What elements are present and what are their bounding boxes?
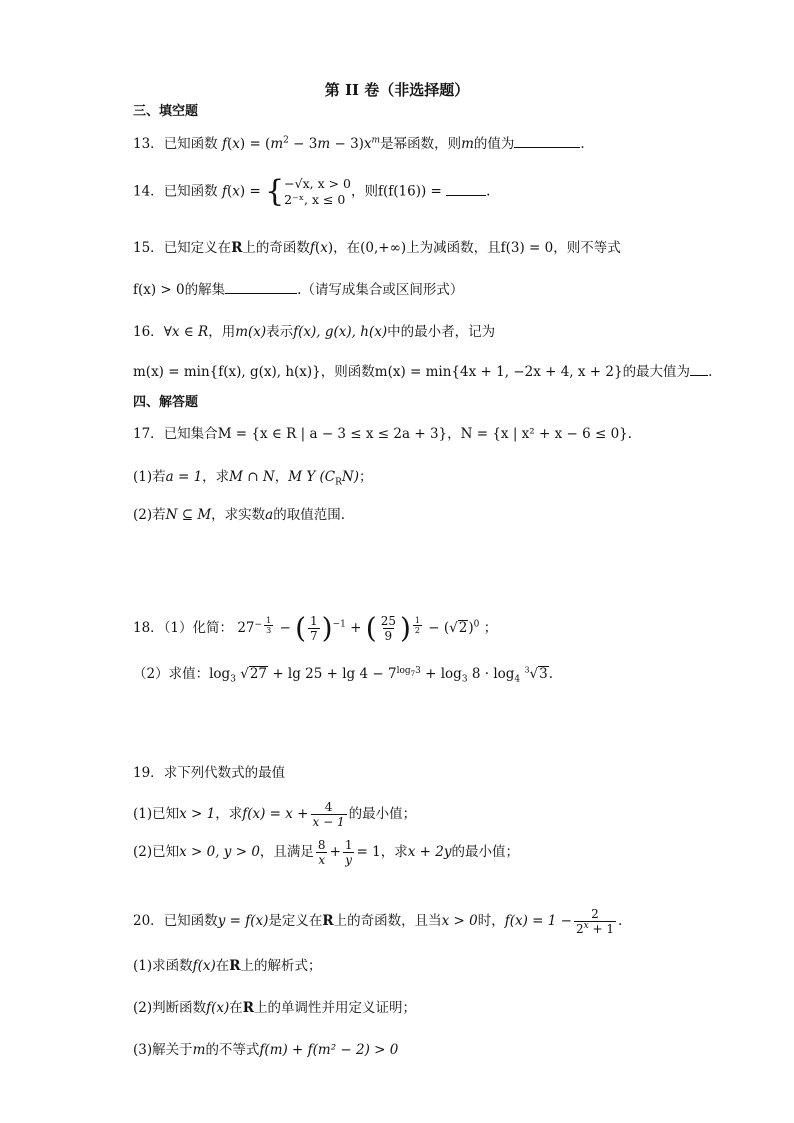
question-17-line-1	[133, 424, 632, 444]
real-set-symbol: R	[322, 913, 334, 929]
q15-text: 已知定义在	[163, 240, 232, 256]
q16-math: m(x) = min{4x + 1, −2x + 4, x + 2}	[374, 364, 623, 380]
question-number: 15．	[133, 240, 164, 256]
q18-math: log	[209, 666, 231, 682]
q17-math: N)	[341, 469, 359, 485]
q19-text: (2)已知	[133, 844, 180, 860]
section-heading-answer: 四、解答题	[133, 395, 199, 410]
question-18-part-2: （2）求值：$\log_3 √27 + \lg 25 + \lg 4 - 7^{log_73} + \log_3 8 \cdot \log_4 ^3√3$.	[133, 665, 554, 685]
q18-math: + lg 25 + lg 4 − 7	[272, 666, 397, 682]
q20-math: f(x) = 1 −	[504, 913, 572, 929]
page-title: 第 II 卷（非选择题）	[324, 81, 470, 99]
question-20-part-3	[133, 1040, 398, 1060]
q16-math: ∀x ∈ R	[163, 324, 209, 340]
question-19-part-2: (2)已知x > 0, y > 0，且满足 $\frac{8}{x}$ + $\frac{1}{y}$ = 1，求x + 2y的最小值；	[133, 838, 519, 867]
real-set-symbol: R	[229, 958, 241, 974]
q17-text: 已知集合	[163, 426, 218, 442]
q19-text: 的最小值；	[348, 806, 417, 822]
case-line: 2⁻ˣ, x ≤ 0	[284, 192, 346, 207]
q15-text: ，则不等式	[553, 240, 621, 256]
q17-text: .	[627, 426, 633, 442]
q16-math: m(x) = min{f(x), g(x), h(x)}	[133, 364, 321, 380]
q16-math: m(x)	[235, 324, 267, 340]
q20-math: x > 0	[441, 913, 478, 929]
q19-math: = 1	[356, 844, 381, 860]
q14-expression: f(f(16)) =	[378, 183, 442, 200]
q20-text: 是定义在	[268, 913, 323, 929]
q20-text: (3)解关于	[133, 1042, 193, 1058]
q19-text: 求下列代数式的最值	[163, 765, 286, 781]
q17-text: ；	[359, 469, 373, 485]
q16-text: 的最大值为	[622, 364, 691, 380]
q15-text: .（请写成集合或区间形式）	[297, 282, 464, 298]
question-19-part-1: (1)已知x > 1，求f(x) = x + $\frac{4}{x - 1}$ 的最小值；	[133, 800, 417, 829]
question-number: 18．	[133, 620, 164, 636]
q17-math: a = 1	[165, 469, 203, 485]
q16-text: ，用	[208, 324, 236, 340]
q20-math: f(x)	[206, 1000, 230, 1016]
q19-text: 的最小值；	[451, 844, 519, 860]
q17-set-n: N = {x | x² + x − 6 ≤ 0}	[460, 426, 628, 442]
q19-math: x > 0, y > 0	[179, 844, 260, 860]
q17-text: ，求	[202, 469, 230, 485]
q17-text: ，	[274, 469, 289, 485]
q18-math: + log	[425, 666, 462, 682]
question-17-part-2	[133, 505, 345, 525]
q16-text: 中的最小者，记为	[387, 324, 496, 340]
q13-text: .	[580, 136, 585, 152]
q17-set-m: M = {x ∈ R | a − 3 ≤ x ≤ 2a + 3}	[217, 426, 448, 442]
q13-text: 是幂函数，则	[380, 136, 462, 152]
question-18-part-1	[133, 610, 497, 646]
question-17-part-1	[133, 467, 373, 487]
q15-interval: (0,+∞)	[360, 240, 407, 256]
q19-text: ，且满足	[259, 844, 314, 860]
q19-text: ，求	[380, 844, 408, 860]
q20-math: m	[192, 1042, 206, 1058]
answer-blank[interactable]	[225, 281, 297, 294]
q20-text: .	[617, 913, 623, 929]
question-number: 19．	[133, 765, 164, 781]
question-15-line-2	[133, 280, 463, 300]
q20-text: 的不等式	[205, 1042, 260, 1058]
q20-math: f(x)	[192, 958, 216, 974]
question-16-line-1	[133, 322, 495, 342]
question-20-part-2	[133, 998, 416, 1018]
q15-text: 上为减函数，且	[406, 240, 501, 256]
question-15-line-1: 15．已知定义在R上的奇函数f(x)，在(0,+∞)上为减函数，且f(3) = 0，则不等式	[133, 240, 621, 256]
q20-text: 上的单调性并用定义证明；	[254, 1000, 417, 1016]
q17-subscript: R	[335, 477, 342, 488]
q14-text: 已知函数	[163, 183, 218, 200]
case-line: −√x, x > 0	[284, 176, 352, 191]
q16-text: .	[708, 364, 713, 380]
q18-math: 8 · log	[471, 666, 515, 682]
q15-inequality: f(x) > 0	[133, 282, 185, 298]
q17-text: ，	[447, 426, 461, 442]
q17-math: M ∩ N	[229, 469, 275, 485]
q13-text: 已知函数	[163, 136, 218, 152]
q19-math: x > 1	[179, 806, 216, 822]
q15-text: 的解集	[184, 282, 226, 298]
question-20-part-1	[133, 956, 322, 976]
question-16-line-2	[133, 362, 712, 382]
q20-math: f(m) + f(m² − 2) > 0	[259, 1042, 399, 1058]
q19-text: (1)已知	[133, 806, 180, 822]
q20-text: 时，	[477, 913, 505, 929]
q16-math: f(x), g(x), h(x)	[293, 324, 388, 340]
q17-text: (1)若	[133, 469, 166, 485]
piecewise-cases	[284, 176, 351, 208]
answer-blank[interactable]	[514, 135, 580, 148]
real-set-symbol: R	[242, 1000, 255, 1016]
question-20-line-1: 20．已知函数y = f(x)是定义在R上的奇函数，且当x > 0时，f(x) = 1 − $\frac{2}{2^x + 1}$ .	[133, 907, 623, 936]
q17-text: ，求实数	[211, 507, 266, 523]
question-13: 13．已知函数 $f(x) = (m^2 - 3m - 3)x^m$是幂函数，则m的值为 .	[133, 135, 585, 152]
q14-text: .	[486, 183, 491, 200]
q19-math: x + 2y	[407, 844, 452, 860]
q16-text: 表示	[266, 324, 294, 340]
q17-text: (2)若	[133, 507, 166, 523]
q20-text: 已知函数	[163, 913, 218, 929]
q17-math: N ⊆ M	[165, 507, 212, 523]
q20-text: 上的解析式；	[240, 958, 322, 974]
question-number: 20．	[133, 913, 164, 929]
question-14: 14．已知函数 f(x) = { −√x, x > 0 2⁻ˣ, x ≤ 0 ，则f(f(16)) = .	[133, 174, 491, 209]
q18-expression: $27^{- \frac{1}{3}}$ − ( $\frac{1}{7}$ )$^{-1}$ + ( $\frac{25}{9}$ ) $^{\frac{1}{2}}$ − $(√2)^0$	[237, 611, 480, 645]
question-number: 17．	[133, 426, 164, 442]
question-19-title	[133, 763, 285, 783]
q18-text: （2）求值：	[133, 666, 210, 682]
q17-math: M Y (C	[288, 469, 336, 485]
q20-text: (2)判断函数	[133, 1000, 207, 1016]
q16-text: ，则函数	[320, 364, 375, 380]
q19-text: ，求	[215, 806, 243, 822]
q13-text: 的值为	[473, 136, 515, 152]
q19-math: f(x) = x +	[242, 806, 309, 822]
q15-condition: f(3) = 0	[500, 240, 554, 256]
q17-text: 的取值范围.	[273, 507, 346, 523]
q20-text: 在	[229, 1000, 243, 1016]
answer-blank[interactable]	[446, 183, 486, 196]
real-set-symbol: R	[231, 240, 243, 256]
q15-text: ，在	[333, 240, 361, 256]
question-number: 16．	[133, 324, 164, 340]
q20-math: y = f(x)	[217, 913, 269, 929]
section-heading-fill-blank: 三、填空题	[133, 104, 199, 119]
q18-text: （1）化简：	[163, 620, 234, 636]
q17-math: a	[265, 507, 274, 523]
q18-text: ；	[483, 620, 498, 636]
answer-blank[interactable]	[690, 363, 708, 376]
question-number: 13．	[133, 136, 164, 152]
q20-text: 在	[215, 958, 230, 974]
q20-text: 上的奇函数，且当	[333, 913, 442, 929]
q18-text: .	[548, 666, 554, 682]
q14-text: ，则	[351, 183, 379, 200]
q20-text: (1)求函数	[133, 958, 193, 974]
question-number: 14．	[133, 183, 164, 200]
q15-text: 上的奇函数	[242, 240, 310, 256]
